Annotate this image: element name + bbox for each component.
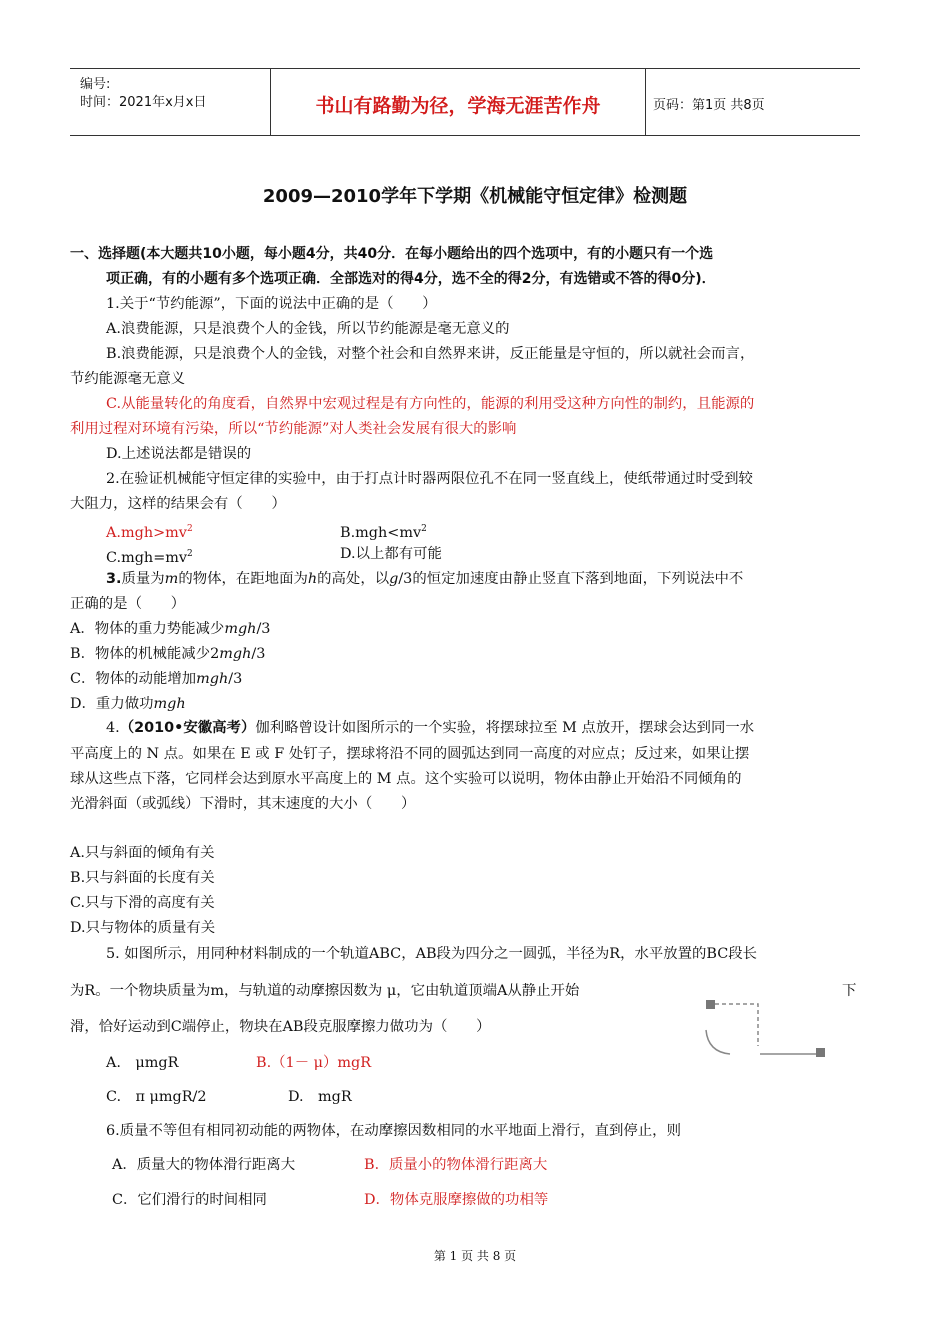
q1-stem: 1.关于“节约能源”，下面的说法中正确的是（ ） bbox=[106, 296, 437, 312]
end-marker bbox=[816, 1048, 825, 1057]
q6-option-b: B．质量小的物体滑行距离大 bbox=[364, 1157, 548, 1173]
q3-stem-line1 bbox=[106, 569, 743, 589]
time-label: 时间：2021年x月x日 bbox=[80, 95, 207, 110]
section-heading-line2: 项正确，有的小题有多个选项正确．全部选对的得4分，选不全的得2分，有选错或不答的得0分)． bbox=[106, 271, 716, 287]
q3-var: g bbox=[389, 571, 399, 587]
q3-var: mgh bbox=[224, 621, 257, 637]
q3-option-d bbox=[70, 694, 186, 714]
page-header bbox=[70, 68, 860, 136]
q3-option-d-text: D．重力做功 bbox=[70, 696, 154, 712]
q3-option-b-suffix: /3 bbox=[251, 646, 266, 662]
section-heading-line1: 一、选择题(本大题共10小题，每小题4分，共40分．在每小题给出的四个选项中，有的小题只有一个选 bbox=[70, 246, 714, 262]
q5-line1: 5. 如图所示，用同种材料制成的一个轨道ABC，AB段为四分之一圆弧，半径为R，水平放置的BC段长 bbox=[106, 946, 758, 962]
header-meta bbox=[70, 69, 270, 135]
q5-line2: 为R。一个物块质量为m，与轨道的动摩擦因数为 μ，它由轨道顶端A从静止开始 bbox=[70, 983, 580, 999]
q3-var: mgh bbox=[219, 646, 252, 662]
q3-option-a bbox=[70, 619, 270, 639]
q2-option-a bbox=[106, 519, 193, 543]
q3-option-b-text: B．物体的机械能减少2 bbox=[70, 646, 220, 662]
track-figure bbox=[700, 996, 830, 1062]
q3-option-c-text: C．物体的动能增加 bbox=[70, 671, 197, 687]
document-title: 2009—2010学年下学期《机械能守恒定律》检测题 bbox=[262, 186, 688, 207]
q2-option-c-text: C.mgh=mv bbox=[106, 549, 188, 566]
q3-stem-line2: 正确的是（ ） bbox=[70, 596, 186, 612]
q4-number: 4. bbox=[106, 720, 120, 736]
q4-line2: 平高度上的 N 点。如果在 E 或 F 处钉子，摆球将沿不同的圆弧达到同一高度的对应点；反过来，如果让摆 bbox=[70, 746, 750, 762]
superscript: 2 bbox=[421, 524, 427, 534]
q3-option-c-suffix: /3 bbox=[228, 671, 243, 687]
q2-stem-line1: 2.在验证机械能守恒定律的实验中，由于打点计时器两限位孔不在同一竖直线上，使纸带通过时受到较 bbox=[106, 471, 753, 487]
header-page-cell bbox=[645, 69, 860, 135]
q5-option-a: A. μmgR bbox=[106, 1055, 179, 1071]
q4-line4: 光滑斜面（或弧线）下滑时，其末速度的大小（ ） bbox=[70, 796, 416, 812]
superscript: 2 bbox=[187, 549, 193, 559]
number-label: 编号: bbox=[80, 77, 111, 92]
q3-text: 质量为 bbox=[121, 571, 165, 587]
superscript: 2 bbox=[186, 524, 193, 534]
q4-option-c: C.只与下滑的高度有关 bbox=[70, 895, 215, 911]
q1-option-d: D.上述说法都是错误的 bbox=[106, 446, 252, 462]
q6-option-c: C．它们滑行的时间相同 bbox=[112, 1192, 267, 1208]
q2-option-a-text: A.mgh>mv bbox=[106, 524, 187, 541]
q6-option-d: D．物体克服摩擦做的功相等 bbox=[364, 1192, 549, 1208]
q3-text: 的高处，以 bbox=[317, 571, 390, 587]
q3-number: 3. bbox=[106, 571, 122, 587]
q4-option-a: A.只与斜面的倾角有关 bbox=[70, 845, 215, 861]
q1-option-a: A.浪费能源，只是浪费个人的金钱，所以节约能源是毫无意义的 bbox=[106, 321, 510, 337]
q1-option-c-line2: 利用过程对环境有污染，所以“节约能源”对人类社会发展有很大的影响 bbox=[70, 421, 517, 437]
q3-option-a-suffix: /3 bbox=[256, 621, 271, 637]
q4-option-d: D.只与物体的质量有关 bbox=[70, 920, 216, 936]
q5-option-d: D. mgR bbox=[288, 1089, 352, 1105]
q5-line3: 滑，恰好运动到C端停止，物块在AB段克服摩擦力做功为（ ） bbox=[70, 1019, 491, 1035]
q5-option-c: C. π μmgR/2 bbox=[106, 1089, 207, 1105]
q3-option-c bbox=[70, 669, 242, 689]
motto: 书山有路勤为径，学海无涯苦作舟 bbox=[315, 95, 601, 117]
q4-text: 伽利略曾设计如图所示的一个实验，将摆球拉至 M 点放开，摆球会达到同一水 bbox=[255, 720, 755, 736]
q4-line1 bbox=[106, 718, 754, 738]
q3-option-a-text: A．物体的重力势能减少 bbox=[70, 621, 225, 637]
q4-line3: 球从这些点下落，它同样会达到原水平高度上的 M 点。这个实验可以说明，物体由静止开始沿不同倾角的 bbox=[70, 771, 742, 787]
q4-option-b: B.只与斜面的长度有关 bbox=[70, 870, 215, 886]
q6-stem: 6.质量不等但有相同初动能的两物体，在动摩擦因数相同的水平地面上滑行，直到停止，则 bbox=[106, 1123, 681, 1139]
q3-text: /3的恒定加速度由静止竖直下落到地面，下列说法中不 bbox=[398, 571, 744, 587]
block-marker bbox=[706, 1000, 715, 1009]
q2-stem-line2: 大阻力，这样的结果会有（ ） bbox=[70, 496, 286, 512]
page-info: 页码：第1页 共8页 bbox=[653, 98, 765, 113]
arc-ab bbox=[706, 1030, 730, 1054]
q5-line2-end: 下 bbox=[842, 983, 857, 999]
q3-text: 的物体，在距地面为 bbox=[178, 571, 308, 587]
q1-option-b-line2: 节约能源毫无意义 bbox=[70, 371, 186, 387]
q2-option-b-text: B.mgh<mv bbox=[340, 524, 422, 541]
q3-option-b bbox=[70, 644, 265, 664]
q3-var: mgh bbox=[153, 696, 186, 712]
q2-option-d: D.以上都有可能 bbox=[340, 546, 442, 562]
q3-var: mgh bbox=[196, 671, 229, 687]
q5-option-b: B.（1－ μ）mgR bbox=[256, 1055, 372, 1071]
dashed-guide bbox=[715, 1004, 758, 1046]
q2-option-b bbox=[340, 519, 427, 543]
q1-option-c-line1: C.从能量转化的角度看，自然界中宏观过程是有方向性的，能源的利用受这种方向性的制约，且能源的 bbox=[106, 396, 755, 412]
header-motto-cell bbox=[270, 69, 646, 135]
q4-source: （2010•安徽高考） bbox=[119, 720, 256, 736]
q3-var: h bbox=[307, 571, 318, 587]
q3-var: m bbox=[164, 571, 179, 587]
q2-option-c bbox=[106, 544, 193, 568]
q6-option-a: A．质量大的物体滑行距离大 bbox=[112, 1157, 296, 1173]
q1-option-b-line1: B.浪费能源，只是浪费个人的金钱，对整个社会和自然界来讲，反正能量是守恒的，所以就社会而言， bbox=[106, 346, 755, 362]
page-footer: 第 1 页 共 8 页 bbox=[433, 1249, 517, 1263]
